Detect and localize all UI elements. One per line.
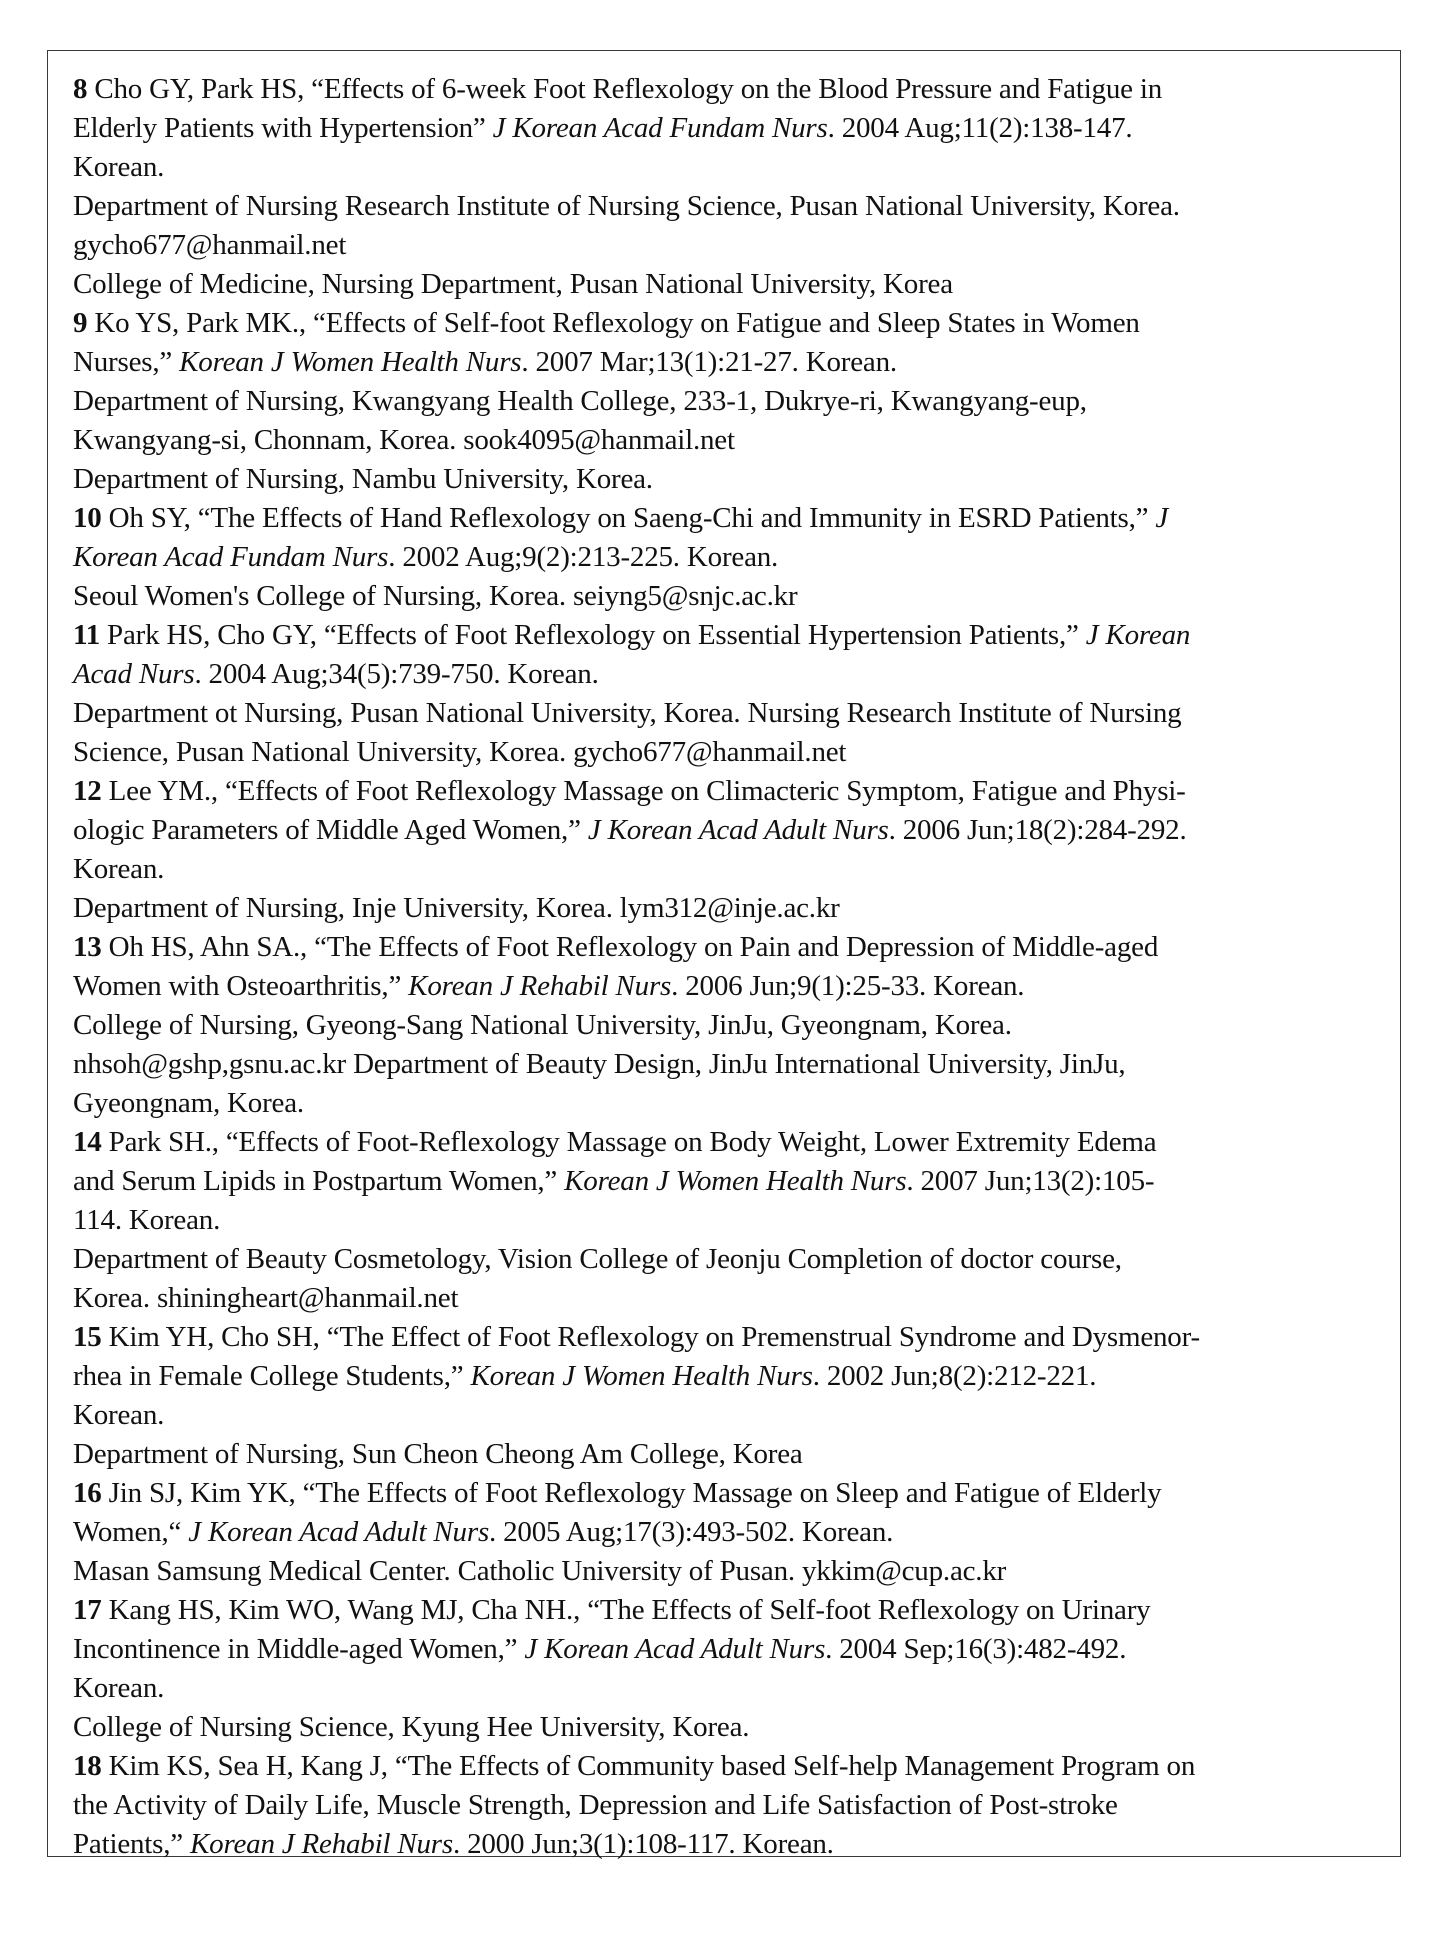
text-line: [73, 1240, 1383, 1279]
reference-text: Lee YM., “Effects of Foot Reflexology Massage on Climacteric Symptom, Fatigue and Physi-: [101, 775, 1186, 807]
text-line: [73, 1006, 1383, 1045]
reference-text: Cho GY, Park HS, “Effects of 6-week Foot Reflexology on the Blood Pressure and Fatigue in: [87, 73, 1163, 105]
reference-text: College of Nursing Science, Kyung Hee University, Korea.: [73, 1711, 750, 1743]
reference-text: Women,“: [73, 1516, 189, 1548]
reference-text: Incontinence in Middle-aged Women,”: [73, 1633, 525, 1665]
text-line: [73, 850, 1383, 889]
text-line: [73, 1084, 1383, 1123]
journal-name: J Korean: [1085, 619, 1191, 651]
reference-text: Seoul Women's College of Nursing, Korea. seiyng5@snjc.ac.kr: [73, 580, 798, 612]
text-line: [73, 1591, 1383, 1630]
text-line: [73, 655, 1383, 694]
reference-text: Department of Nursing, Kwangyang Health College, 233-1, Dukrye-ri, Kwangyang-eup,: [73, 385, 1087, 417]
journal-name: Korean J Women Health Nurs: [179, 346, 522, 378]
text-line: [73, 1786, 1383, 1825]
text-line: [73, 967, 1383, 1006]
text-line: [73, 148, 1383, 187]
text-line: [73, 1162, 1383, 1201]
text-line: [73, 304, 1383, 343]
reference-text: Department of Nursing, Inje University, Korea. lym312@inje.ac.kr: [73, 892, 840, 924]
text-line: [73, 1747, 1383, 1786]
reference-text: the Activity of Daily Life, Muscle Strength, Depression and Life Satisfaction of Post-stroke: [73, 1789, 1118, 1821]
journal-name: Korean J Rehabil Nurs: [408, 970, 672, 1002]
reference-text: . 2007 Jun;13(2):105-: [906, 1165, 1155, 1197]
text-line: [73, 1669, 1383, 1708]
reference-text: Kang HS, Kim WO, Wang MJ, Cha NH., “The Effects of Self-foot Reflexology on Urinary: [101, 1594, 1151, 1626]
reference-text: 114. Korean.: [73, 1204, 221, 1236]
reference-text: Department of Nursing, Nambu University, Korea.: [73, 463, 653, 495]
text-line: [73, 1357, 1383, 1396]
text-line: [73, 265, 1383, 304]
text-line: [73, 1630, 1383, 1669]
reference-text: . 2004 Sep;16(3):482-492.: [825, 1633, 1127, 1665]
reference-number: 8: [73, 73, 88, 105]
text-line: [73, 694, 1383, 733]
text-line: [73, 70, 1383, 109]
text-line: [73, 1435, 1383, 1474]
text-line: [73, 1552, 1383, 1591]
reference-text: College of Medicine, Nursing Department, Pusan National University, Korea: [73, 268, 953, 300]
reference-text: Korean.: [73, 1672, 165, 1704]
journal-name: J: [1155, 502, 1169, 534]
reference-text: Patients,”: [73, 1828, 191, 1860]
reference-number: 17: [73, 1594, 102, 1626]
reference-text: ologic Parameters of Middle Aged Women,”: [73, 814, 588, 846]
reference-number: 16: [73, 1477, 102, 1509]
reference-text: . 2006 Jun;18(2):284-292.: [888, 814, 1187, 846]
reference-text: Women with Osteoarthritis,”: [73, 970, 409, 1002]
reference-text: Gyeongnam, Korea.: [73, 1087, 304, 1119]
reference-text: Korean.: [73, 853, 165, 885]
journal-name: J Korean Acad Adult Nurs: [524, 1633, 826, 1665]
text-line: [73, 1396, 1383, 1435]
reference-text: rhea in Female College Students,”: [73, 1360, 471, 1392]
reference-text: Kwangyang-si, Chonnam, Korea. sook4095@hanmail.net: [73, 424, 735, 456]
reference-number: 10: [73, 502, 102, 534]
reference-text: nhsoh@gshp,gsnu.ac.kr Department of Beauty Design, JinJu International University, JinJu,: [73, 1048, 1126, 1080]
reference-text: . 2004 Aug;11(2):138-147.: [827, 112, 1133, 144]
reference-number: 18: [73, 1750, 102, 1782]
text-line: [73, 1513, 1383, 1552]
reference-number: 14: [73, 1126, 102, 1158]
reference-text: Korean.: [73, 1399, 165, 1431]
reference-text: Park SH., “Effects of Foot-Reflexology Massage on Body Weight, Lower Extremity Edema: [101, 1126, 1157, 1158]
journal-name: J Korean Acad Adult Nurs: [188, 1516, 490, 1548]
reference-text: Elderly Patients with Hypertension”: [73, 112, 493, 144]
reference-text: College of Nursing, Gyeong-Sang National University, JinJu, Gyeongnam, Korea.: [73, 1009, 1012, 1041]
text-line: [73, 226, 1383, 265]
text-line: [73, 1201, 1383, 1240]
text-line: [73, 1825, 1383, 1864]
reference-text: Oh SY, “The Effects of Hand Reflexology on Saeng-Chi and Immunity in ESRD Patients,”: [101, 502, 1156, 534]
reference-text: . 2002 Aug;9(2):213-225. Korean.: [388, 541, 779, 573]
text-line: [73, 616, 1383, 655]
journal-name: Korean J Rehabil Nurs: [190, 1828, 453, 1860]
reference-text: Nurses,”: [73, 346, 180, 378]
reference-text: . 2000 Jun;3(1):108-117. Korean.: [452, 1828, 834, 1860]
text-line: [73, 928, 1383, 967]
text-line: [73, 1474, 1383, 1513]
reference-text: . 2007 Mar;13(1):21-27. Korean.: [521, 346, 897, 378]
text-line: [73, 811, 1383, 850]
text-line: [73, 538, 1383, 577]
reference-text: gycho677@hanmail.net: [73, 229, 347, 261]
text-line: [73, 1045, 1383, 1084]
text-line: [73, 1279, 1383, 1318]
reference-text: Jin SJ, Kim YK, “The Effects of Foot Reflexology Massage on Sleep and Fatigue of Elderly: [101, 1477, 1162, 1509]
text-line: [73, 421, 1383, 460]
journal-name: Korean J Women Health Nurs: [470, 1360, 813, 1392]
text-line: [73, 772, 1383, 811]
reference-number: 12: [73, 775, 102, 807]
reference-text: Masan Samsung Medical Center. Catholic University of Pusan. ykkim@cup.ac.kr: [73, 1555, 1007, 1587]
journal-name: J Korean Acad Fundam Nurs: [492, 112, 828, 144]
journal-name: J Korean Acad Adult Nurs: [587, 814, 889, 846]
reference-text: Department ot Nursing, Pusan National University, Korea. Nursing Research Institute of Nursing: [73, 697, 1182, 729]
text-line: [73, 187, 1383, 226]
text-line: [73, 1318, 1383, 1357]
journal-name: Acad Nurs: [73, 658, 195, 690]
text-line: [73, 1708, 1383, 1747]
reference-text: and Serum Lipids in Postpartum Women,”: [73, 1165, 565, 1197]
text-line: [73, 382, 1383, 421]
reference-number: 13: [73, 931, 102, 963]
reference-text: Science, Pusan National University, Korea. gycho677@hanmail.net: [73, 736, 847, 768]
text-line: [73, 109, 1383, 148]
reference-text: Department of Nursing, Sun Cheon Cheong Am College, Korea: [73, 1438, 803, 1470]
reference-text: Oh HS, Ahn SA., “The Effects of Foot Reflexology on Pain and Depression of Middle-aged: [101, 931, 1159, 963]
reference-text: Kim YH, Cho SH, “The Effect of Foot Reflexology on Premenstrual Syndrome and Dysmenor-: [101, 1321, 1200, 1353]
reference-number: 11: [73, 619, 100, 651]
reference-text: Kim KS, Sea H, Kang J, “The Effects of Community based Self-help Management Program on: [101, 1750, 1196, 1782]
text-line: [73, 577, 1383, 616]
reference-text: . 2005 Aug;17(3):493-502. Korean.: [489, 1516, 894, 1548]
reference-text: Department of Beauty Cosmetology, Vision College of Jeonju Completion of doctor course,: [73, 1243, 1122, 1275]
reference-number: 9: [73, 307, 88, 339]
text-line: [73, 343, 1383, 382]
journal-name: Korean J Women Health Nurs: [564, 1165, 907, 1197]
reference-list: [73, 70, 1383, 1864]
text-line: [73, 499, 1383, 538]
reference-text: Korea. shiningheart@hanmail.net: [73, 1282, 459, 1314]
text-line: [73, 1123, 1383, 1162]
text-line: [73, 889, 1383, 928]
reference-text: Department of Nursing Research Institute of Nursing Science, Pusan National University, Korea.: [73, 190, 1180, 222]
reference-text: . 2002 Jun;8(2):212-221.: [812, 1360, 1097, 1392]
reference-text: . 2006 Jun;9(1):25-33. Korean.: [671, 970, 1025, 1002]
reference-text: Park HS, Cho GY, “Effects of Foot Reflexology on Essential Hypertension Patients,”: [100, 619, 1086, 651]
reference-text: Ko YS, Park MK., “Effects of Self-foot Reflexology on Fatigue and Sleep States in Women: [87, 307, 1140, 339]
journal-name: Korean Acad Fundam Nurs: [73, 541, 389, 573]
text-line: [73, 733, 1383, 772]
text-line: [73, 460, 1383, 499]
reference-number: 15: [73, 1321, 102, 1353]
reference-text: . 2004 Aug;34(5):739-750. Korean.: [194, 658, 599, 690]
reference-text: Korean.: [73, 151, 165, 183]
